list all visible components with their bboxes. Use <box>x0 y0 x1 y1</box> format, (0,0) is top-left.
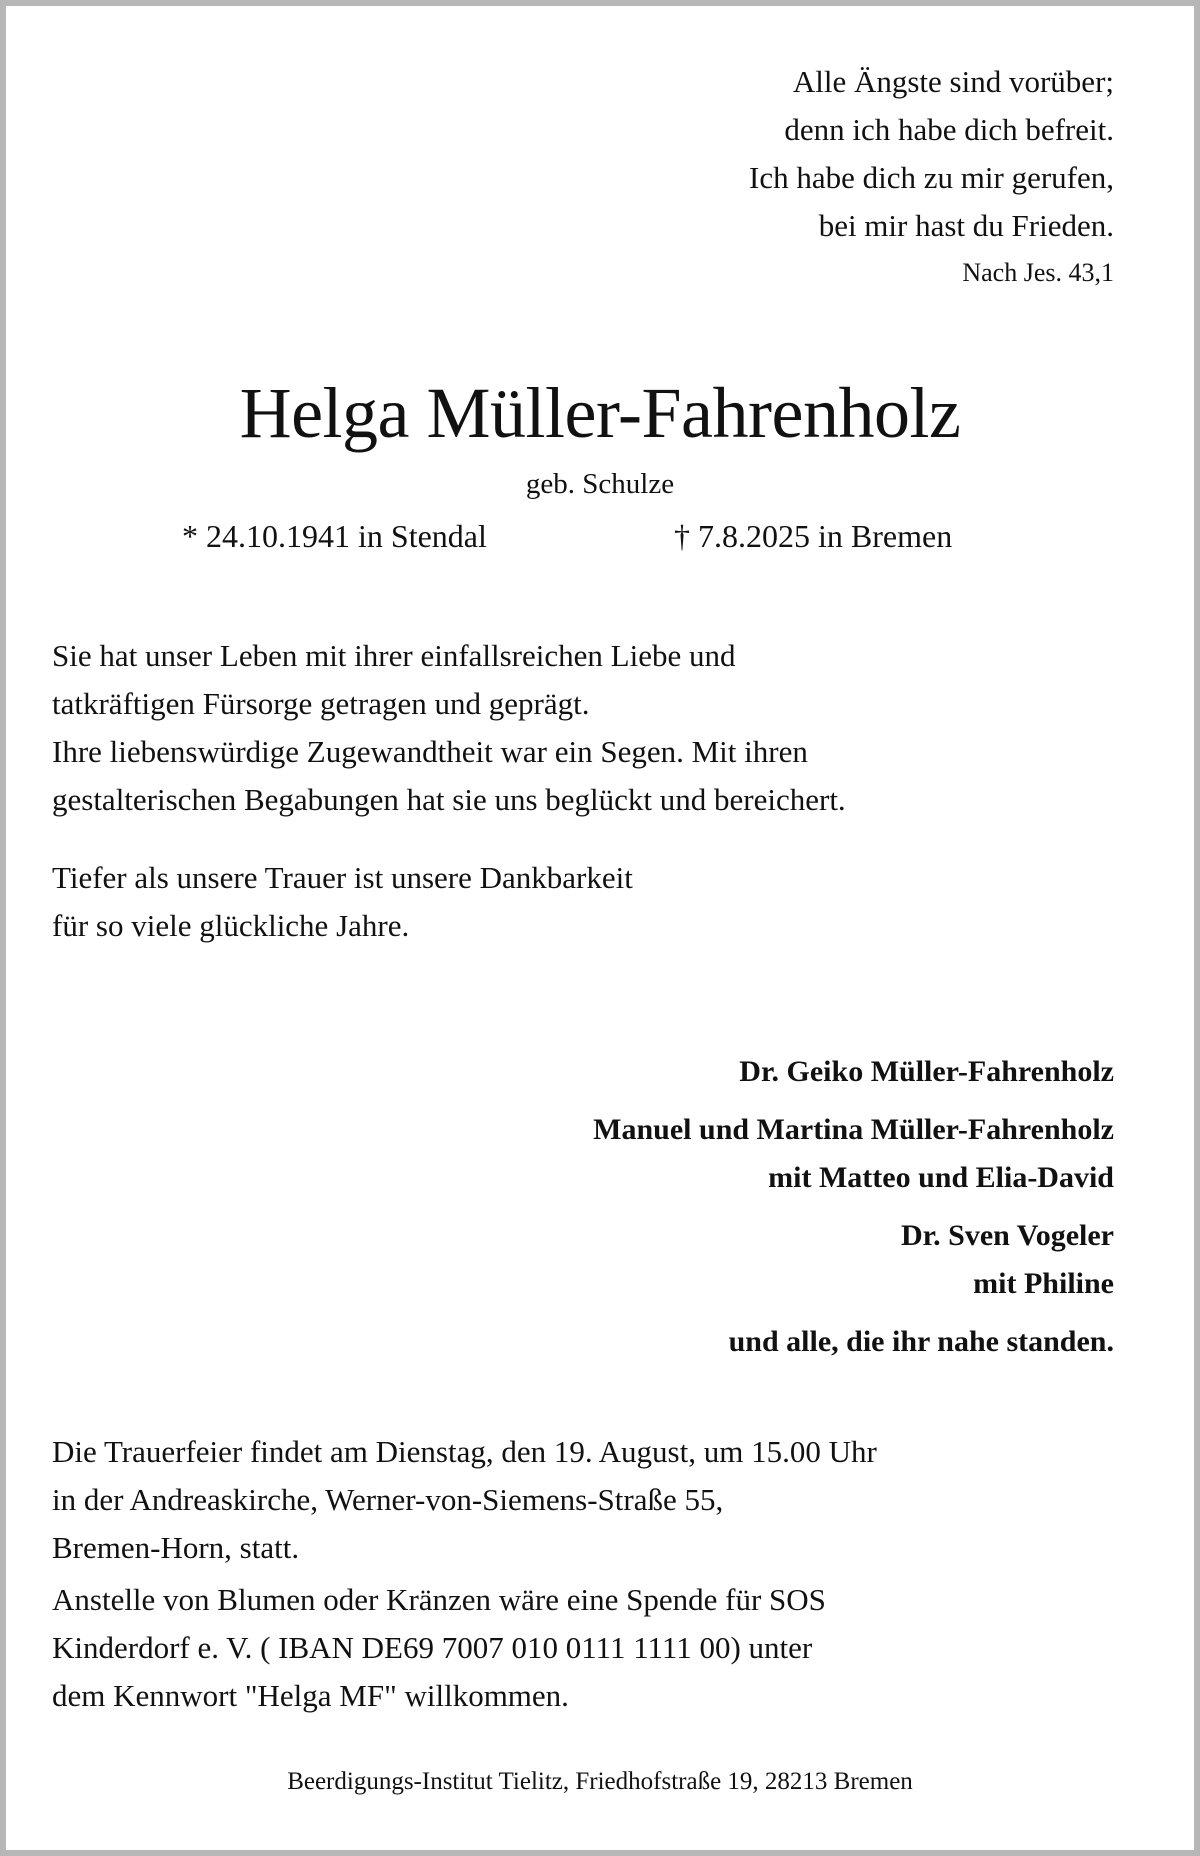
text-line: Bremen-Horn, statt. <box>52 1530 300 1565</box>
verse-line: Alle Ängste sind vorüber; <box>792 64 1114 99</box>
bible-verse <box>749 58 1114 250</box>
donation-info <box>52 1576 826 1720</box>
text-line: Kinderdorf e. V. ( IBAN DE69 7007 010 0111 1111 00) unter <box>52 1630 813 1665</box>
verse-line: denn ich habe dich befreit. <box>784 112 1114 147</box>
text-line: Ihre liebenswürdige Zugewandtheit war ein Segen. Mit ihren <box>52 734 808 769</box>
tribute-paragraph-2 <box>52 854 633 950</box>
verse-source: Nach Jes. 43,1 <box>962 258 1114 287</box>
maiden-name: geb. Schulze <box>525 468 675 500</box>
verse-line: Ich habe dich zu mir gerufen, <box>749 160 1114 195</box>
death-date: † 7.8.2025 in Bremen <box>674 518 953 554</box>
mourner-name: mit Matteo und Elia-David <box>768 1161 1114 1194</box>
deceased-name: Helga Müller-Fahrenholz <box>239 373 961 453</box>
mourners-closing: und alle, die ihr nahe standen. <box>728 1325 1114 1358</box>
text-line: Sie hat unser Leben mit ihrer einfallsreichen Liebe und <box>52 638 736 673</box>
text-line: gestalterischen Begabungen hat sie uns beglückt und bereichert. <box>52 782 846 817</box>
text-line: dem Kennwort "Helga MF" willkommen. <box>52 1678 569 1713</box>
mourner-name: mit Philine <box>973 1267 1114 1300</box>
funeral-home-footer: Beerdigungs-Institut Tielitz, Friedhofstraße 19, 28213 Bremen <box>287 1768 913 1795</box>
mourner-group <box>593 1106 1114 1202</box>
verse-line: bei mir hast du Frieden. <box>818 208 1114 243</box>
mourner-name: Dr. Sven Vogeler <box>900 1219 1114 1252</box>
obituary-page <box>6 6 1194 1850</box>
mourner-name: Dr. Geiko Müller-Fahrenholz <box>739 1055 1114 1088</box>
mourners-list <box>593 1048 1114 1376</box>
text-line: in der Andreaskirche, Werner-von-Siemens-Straße 55, <box>52 1482 724 1517</box>
text-line: Die Trauerfeier findet am Dienstag, den 19. August, um 15.00 Uhr <box>52 1434 877 1469</box>
text-line: Anstelle von Blumen oder Kränzen wäre eine Spende für SOS <box>52 1582 826 1617</box>
text-line: tatkräftigen Fürsorge getragen und geprägt. <box>52 686 590 721</box>
tribute-paragraph-1 <box>52 632 846 824</box>
mourner-name: Manuel und Martina Müller-Fahrenholz <box>593 1113 1114 1146</box>
service-info <box>52 1428 877 1572</box>
text-line: Tiefer als unsere Trauer ist unsere Dankbarkeit <box>52 860 633 895</box>
birth-date: * 24.10.1941 in Stendal <box>182 518 487 554</box>
mourner-group <box>593 1212 1114 1308</box>
text-line: für so viele glückliche Jahre. <box>52 908 410 943</box>
mourner-group <box>593 1048 1114 1096</box>
